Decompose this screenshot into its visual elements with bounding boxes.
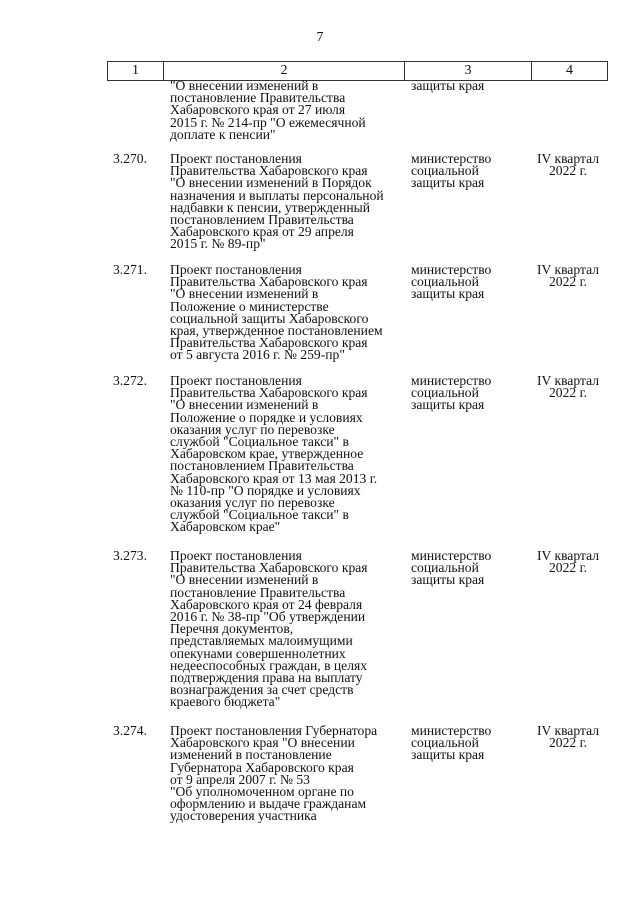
title-line: представляемых малоимущими xyxy=(170,633,353,649)
title-line: Проект постановления xyxy=(170,373,302,388)
title-line: № 110-пр "О порядке и условиях xyxy=(170,482,361,498)
title-line: Перечня документов, xyxy=(170,621,294,637)
title-line: подтверждения права на выплату xyxy=(170,670,363,686)
title-line: "О внесении изменений в xyxy=(170,78,319,93)
title-line: Проект постановления xyxy=(170,262,302,277)
table-row xyxy=(0,264,640,374)
title-line: Проект постановления xyxy=(170,548,302,563)
responsible-line: министерство xyxy=(411,262,492,277)
title-line: "О внесении изменений в xyxy=(170,572,319,588)
title-line: Хабаровского края от 27 июля xyxy=(170,102,346,118)
deadline-cell xyxy=(528,153,608,177)
title-line: от 9 апреля 2007 г. № 53 xyxy=(170,771,310,787)
responsible-cell xyxy=(411,153,529,190)
title-line: недееспособных граждан, в целях xyxy=(170,657,368,673)
title-line: Проект постановления Губернатора xyxy=(170,723,378,738)
responsible-line: защиты края xyxy=(411,747,485,763)
row-number: 3.272. xyxy=(113,373,147,388)
title-line: Правительства Хабаровского края xyxy=(170,385,368,401)
title-line: Хабаровского края "О внесении xyxy=(170,735,355,751)
title-line: Правительства Хабаровского края xyxy=(170,335,368,351)
responsible-line: социальной xyxy=(411,385,479,401)
title-cell xyxy=(170,264,405,362)
title-line: 2016 г. № 38-пр "Об утверждении xyxy=(170,609,366,625)
deadline-cell xyxy=(528,725,608,749)
title-cell xyxy=(170,550,405,709)
deadline-line: IV квартал xyxy=(536,548,600,563)
title-line: постановление Правительства xyxy=(170,90,346,106)
title-line: постановлением Правительства xyxy=(170,212,354,228)
title-line: вознаграждения за счет средств xyxy=(170,682,354,698)
responsible-line: министерство xyxy=(411,151,492,166)
responsible-line: министерство xyxy=(411,723,492,738)
title-line: изменений в постановление xyxy=(170,747,332,763)
responsible-line: социальной xyxy=(411,163,479,179)
responsible-cell xyxy=(411,550,529,587)
table-body xyxy=(0,78,640,824)
title-cell xyxy=(170,153,405,251)
deadline-line: IV квартал xyxy=(536,151,600,166)
deadline-line: 2022 г. xyxy=(548,385,588,401)
table-row xyxy=(0,375,640,545)
title-line: оказания услуг по перевозке xyxy=(170,495,335,511)
responsible-line: защиты края xyxy=(411,572,485,588)
title-line: Положение о министерстве xyxy=(170,298,329,314)
title-line: Хабаровском крае, утвержденное xyxy=(170,446,364,462)
title-line: края, утвержденное постановлением xyxy=(170,323,383,339)
responsible-cell xyxy=(411,375,529,412)
title-line: постановление Правительства xyxy=(170,584,346,600)
responsible-cell xyxy=(411,264,529,301)
row-number: 3.273. xyxy=(113,548,147,563)
title-line: Положение о порядке и условиях xyxy=(170,409,363,425)
title-line: Правительства Хабаровского края xyxy=(170,163,368,179)
table-row-continuation xyxy=(0,80,640,150)
title-line: Хабаровского края от 24 февраля xyxy=(170,596,363,612)
table-row xyxy=(0,725,640,835)
title-line: оказания услуг по перевозке xyxy=(170,421,335,437)
responsible-line: защиты края xyxy=(411,175,485,191)
title-line: краевого бюджета" xyxy=(170,694,281,710)
deadline-line: 2022 г. xyxy=(548,163,588,179)
title-cell xyxy=(170,375,405,534)
responsible-cell: защиты края xyxy=(411,78,485,93)
title-line: Губернатора Хабаровского края xyxy=(170,759,354,775)
title-line: от 5 августа 2016 г. № 259-пр" xyxy=(170,347,345,363)
responsible-line: социальной xyxy=(411,560,479,576)
responsible-line: социальной xyxy=(411,735,479,751)
row-number: 3.274. xyxy=(113,723,147,738)
deadline-line: 2022 г. xyxy=(548,735,588,751)
row-number: 3.270. xyxy=(113,151,147,166)
title-line: удостоверения участника xyxy=(170,808,317,824)
page-number: 7 xyxy=(316,30,324,45)
title-cell xyxy=(170,80,405,141)
responsible-line: министерство xyxy=(411,373,492,388)
column-header-4: 4 xyxy=(532,62,608,81)
title-line: Хабаровского края от 29 апреля xyxy=(170,224,354,240)
title-line: постановлением Правительства xyxy=(170,458,354,474)
title-line: "О внесении изменений в xyxy=(170,397,319,413)
deadline-line: IV квартал xyxy=(536,723,600,738)
deadline-cell xyxy=(528,375,608,399)
title-line: Хабаровском крае" xyxy=(170,519,281,535)
column-header-1: 1 xyxy=(108,62,164,81)
responsible-line: защиты края xyxy=(411,397,485,413)
table-row xyxy=(0,550,640,720)
title-line: 2015 г. № 89-пр" xyxy=(170,236,266,252)
title-line: Хабаровского края от 13 мая 2013 г. xyxy=(170,470,378,486)
title-line: Проект постановления xyxy=(170,151,302,166)
title-line: Правительства Хабаровского края xyxy=(170,274,368,290)
column-header-3: 3 xyxy=(405,62,532,81)
responsible-cell xyxy=(411,725,529,762)
deadline-line: IV квартал xyxy=(536,262,600,277)
deadline-line: 2022 г. xyxy=(548,560,588,576)
responsible-line: защиты края xyxy=(411,286,485,302)
title-line: службой "Социальное такси" в xyxy=(170,507,349,523)
title-line: службой "Социальное такси" в xyxy=(170,434,349,450)
deadline-line: 2022 г. xyxy=(548,274,588,290)
title-line: социальной защиты Хабаровского xyxy=(170,310,369,326)
responsible-line: министерство xyxy=(411,548,492,563)
title-line: доплате к пенсии" xyxy=(170,126,276,142)
title-line: назначения и выплаты персональной xyxy=(170,187,384,203)
row-number: 3.271. xyxy=(113,262,147,277)
title-line: надбавки к пенсии, утвержденный xyxy=(170,199,371,215)
title-line: Правительства Хабаровского края xyxy=(170,560,368,576)
column-header-2: 2 xyxy=(164,62,405,81)
title-line: "О внесении изменений в Порядок xyxy=(170,175,372,191)
title-cell xyxy=(170,725,405,823)
responsible-line: социальной xyxy=(411,274,479,290)
deadline-cell xyxy=(528,264,608,288)
title-line: "О внесении изменений в xyxy=(170,286,319,302)
deadline-cell xyxy=(528,550,608,574)
deadline-line: IV квартал xyxy=(536,373,600,388)
title-line: 2015 г. № 214-пр "О ежемесячной xyxy=(170,114,366,130)
title-line: опекунами совершеннолетних xyxy=(170,645,346,661)
title-line: "Об уполномоченном органе по xyxy=(170,784,354,800)
title-line: оформлению и выдаче гражданам xyxy=(170,796,367,812)
